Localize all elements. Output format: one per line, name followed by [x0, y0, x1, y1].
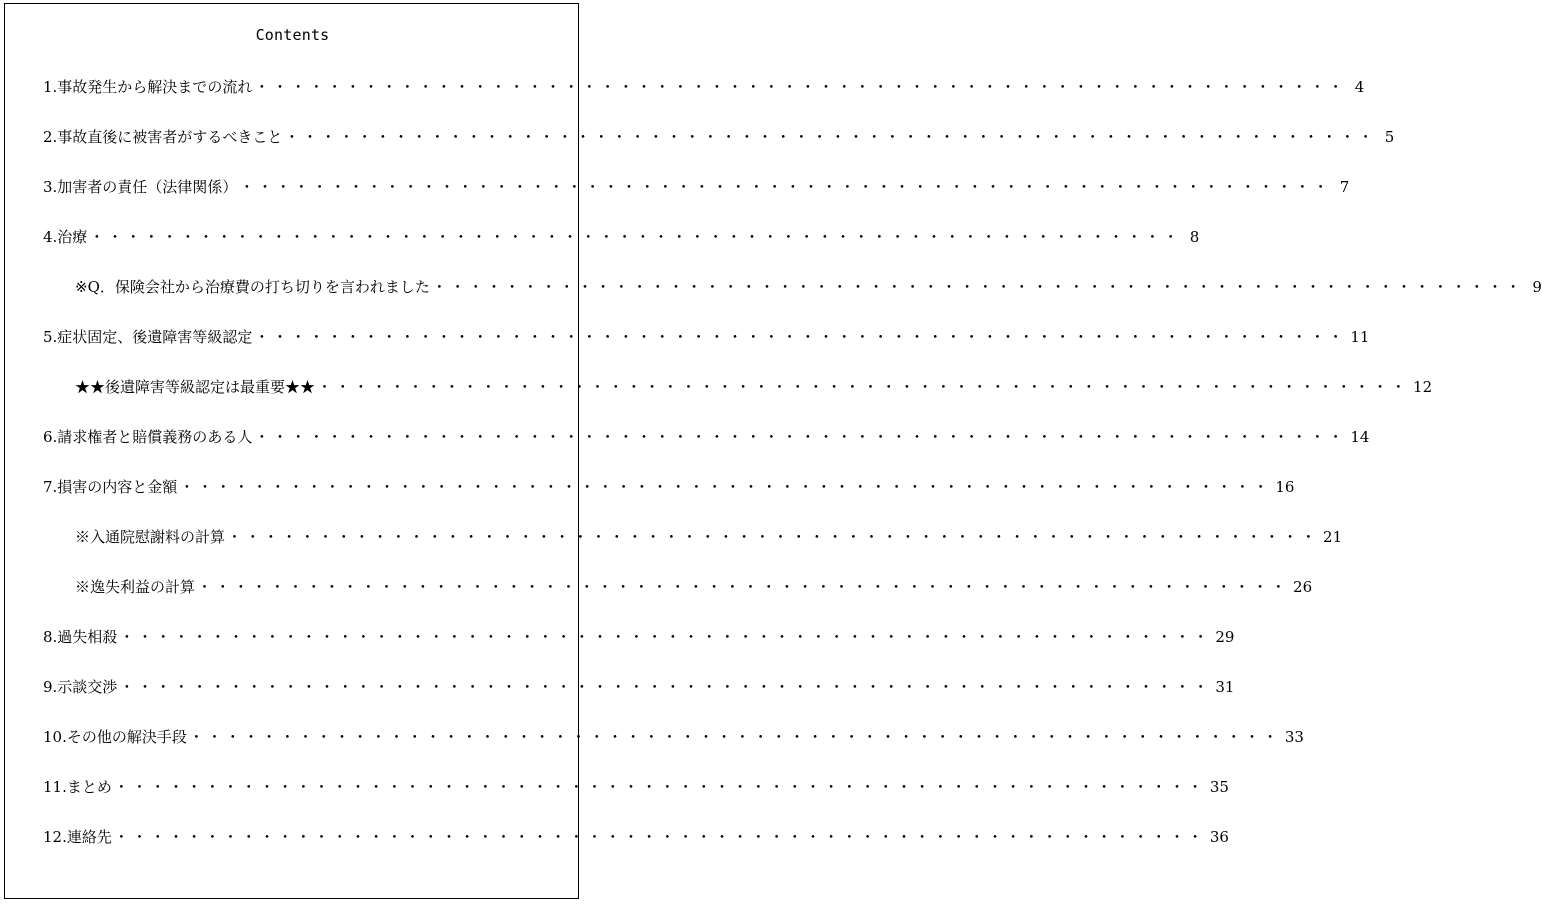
toc-entry[interactable]	[43, 427, 1370, 447]
toc-entry-label: ※Q．保険会社から治療費の打ち切りを言われました	[75, 278, 430, 296]
dot-leader: ・・・・・・・・・・・・・・・・・・・・・・・・・・・・・・・・・・・・・・・・・・・・・・・・・・・・・・・・・・・・	[119, 678, 1212, 696]
toc-entry-page: 35	[1209, 778, 1229, 796]
toc-entry-page: 14	[1350, 428, 1370, 446]
toc-entry-page: 21	[1323, 528, 1343, 546]
toc-entry-page: 33	[1284, 728, 1304, 746]
toc-entry-label: ★★後遺障害等級認定は最重要★★	[75, 378, 316, 396]
dot-leader: ・・・・・・・・・・・・・・・・・・・・・・・・・・・・・・・・・・・・・・・・・・・・・・・・・・・・・・・・・・・・	[239, 178, 1332, 196]
toc-entry-page: 12	[1413, 378, 1433, 396]
dot-leader: ・・・・・・・・・・・・・・・・・・・・・・・・・・・・・・・・・・・・・・・・・・・・・・・・・・・・・・・・・・・・	[254, 428, 1347, 446]
toc-entry-label: 11.まとめ	[43, 778, 112, 796]
toc-entry[interactable]	[43, 327, 1370, 347]
toc-entry-label: 9.示談交渉	[43, 678, 118, 696]
toc-entry-page: 9	[1532, 278, 1542, 296]
toc-entry-label: 6.請求権者と賠償義務のある人	[43, 428, 253, 446]
toc-entry-label: 3.加害者の責任（法律関係）	[43, 178, 238, 196]
toc-entry[interactable]	[43, 77, 1365, 97]
dot-leader: ・・・・・・・・・・・・・・・・・・・・・・・・・・・・・・・・・・・・・・・・・・・・・・・・・・・・・・・・・・・・	[254, 78, 1347, 96]
toc-subentry[interactable]	[75, 277, 1542, 297]
toc-entry-page: 8	[1189, 228, 1200, 246]
toc-entry-label: ※逸失利益の計算	[75, 578, 196, 596]
toc-subentry[interactable]	[75, 577, 1313, 597]
toc-entry-page: 29	[1215, 628, 1235, 646]
toc-entry-page: 7	[1339, 178, 1350, 196]
toc-entry[interactable]	[43, 127, 1395, 147]
dot-leader: ・・・・・・・・・・・・・・・・・・・・・・・・・・・・・・・・・・・・・・・・・・・・・・・・・・・・・・・・・・・・	[284, 128, 1377, 146]
toc-title: Contents	[255, 26, 330, 44]
dot-leader: ・・・・・・・・・・・・・・・・・・・・・・・・・・・・・・・・・・・・・・・・・・・・・・・・・・・・・・・・・・・・	[119, 628, 1212, 646]
dot-leader: ・・・・・・・・・・・・・・・・・・・・・・・・・・・・・・・・・・・・・・・・・・・・・・・・・・・・・・・・・・・・	[254, 328, 1347, 346]
toc-entry-label: ※入通院慰謝料の計算	[75, 528, 226, 546]
toc-subentry[interactable]	[75, 527, 1343, 547]
toc-entry-label: 4.治療	[43, 228, 88, 246]
dot-leader: ・・・・・・・・・・・・・・・・・・・・・・・・・・・・・・・・・・・・・・・・・・・・・・・・・・・・・・・・・・・・	[431, 278, 1524, 296]
toc-entry[interactable]	[43, 827, 1229, 847]
toc-entry-label: 12.連絡先	[43, 828, 112, 846]
toc-entry[interactable]	[43, 727, 1304, 747]
toc-entry-page: 11	[1350, 328, 1370, 346]
toc-entry-page: 31	[1215, 678, 1235, 696]
toc-entry-label: 2.事故直後に被害者がするべきこと	[43, 128, 283, 146]
toc-entry-label: 7.損害の内容と金額	[43, 478, 178, 496]
dot-leader: ・・・・・・・・・・・・・・・・・・・・・・・・・・・・・・・・・・・・・・・・・・・・・・・・・・・・・・・・・・・・	[197, 578, 1290, 596]
dot-leader: ・・・・・・・・・・・・・・・・・・・・・・・・・・・・・・・・・・・・・・・・・・・・・・・・・・・・・・・・・・・・	[113, 778, 1206, 796]
dot-leader: ・・・・・・・・・・・・・・・・・・・・・・・・・・・・・・・・・・・・・・・・・・・・・・・・・・・・・・・・・・・・	[89, 228, 1182, 246]
toc-entry[interactable]	[43, 677, 1235, 697]
toc-entry-label: 5.症状固定、後遺障害等級認定	[43, 328, 253, 346]
dot-leader: ・・・・・・・・・・・・・・・・・・・・・・・・・・・・・・・・・・・・・・・・・・・・・・・・・・・・・・・・・・・・	[317, 378, 1410, 396]
page-frame	[4, 3, 1542, 899]
toc-entry[interactable]	[43, 627, 1235, 647]
toc-entry-label: 8.過失相殺	[43, 628, 118, 646]
toc-entry-page: 26	[1293, 578, 1313, 596]
toc-entry[interactable]	[43, 177, 1350, 197]
dot-leader: ・・・・・・・・・・・・・・・・・・・・・・・・・・・・・・・・・・・・・・・・・・・・・・・・・・・・・・・・・・・・	[179, 478, 1272, 496]
toc-entry-page: 36	[1209, 828, 1229, 846]
toc-subentry[interactable]	[75, 377, 1433, 397]
dot-leader: ・・・・・・・・・・・・・・・・・・・・・・・・・・・・・・・・・・・・・・・・・・・・・・・・・・・・・・・・・・・・	[113, 828, 1206, 846]
toc-entry-label: 10.その他の解決手段	[43, 728, 187, 746]
toc-entry-page: 5	[1384, 128, 1395, 146]
toc-entry-page: 16	[1275, 478, 1295, 496]
dot-leader: ・・・・・・・・・・・・・・・・・・・・・・・・・・・・・・・・・・・・・・・・・・・・・・・・・・・・・・・・・・・・	[188, 728, 1281, 746]
dot-leader: ・・・・・・・・・・・・・・・・・・・・・・・・・・・・・・・・・・・・・・・・・・・・・・・・・・・・・・・・・・・・	[227, 528, 1320, 546]
toc-entry[interactable]	[43, 777, 1229, 797]
toc-entry-page: 4	[1354, 78, 1365, 96]
toc-entry[interactable]	[43, 477, 1295, 497]
toc-entry-label: 1.事故発生から解決までの流れ	[43, 78, 253, 96]
toc-entry[interactable]	[43, 227, 1200, 247]
